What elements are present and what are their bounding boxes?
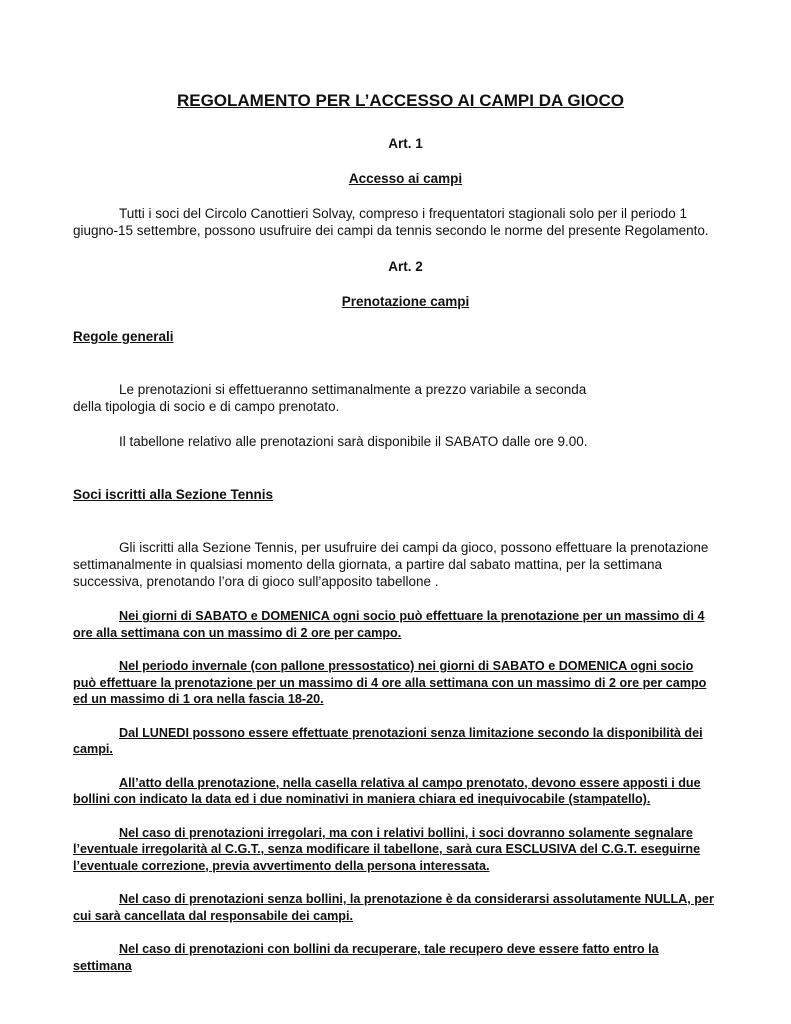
soci-tennis-intro: Gli iscritti alla Sezione Tennis, per usufruire dei campi da gioco, possono effettuare la prenotazione settimanalmente in qualsiasi momento della giornata, a partire dal sabato mattina, per la settimana successiva, prenotando l’ora di gioco sull’apposito tabellone .: [73, 540, 709, 589]
article-1-title: Accesso ai campi: [348, 171, 463, 186]
regole-generali-paragraph-2: Il tabellone relativo alle prenotazioni sarà disponibile il SABATO dalle ore 9.00.: [119, 434, 588, 449]
regole-generali-paragraph-1: Le prenotazioni si effettueranno settimanalmente a prezzo variabile a seconda della tipologia di socio e di campo prenotato.: [73, 382, 587, 414]
article-1-number: Art. 1: [388, 136, 423, 151]
section-heading-soci-tennis: Soci iscritti alla Sezione Tennis: [73, 487, 274, 502]
document-page: [73, 90, 718, 974]
article-2-title: Prenotazione campi: [341, 294, 470, 309]
article-2-number: Art. 2: [388, 259, 423, 274]
rule-paragraph: Nei giorni di SABATO e DOMENICA ogni socio può effettuare la prenotazione per un massimo di 4 ore alla settimana con un massimo di 2 ore per campo.: [73, 609, 705, 640]
rule-paragraph: All’atto della prenotazione, nella casella relativa al campo prenotato, devono essere apposti i due bollini con indicato la data ed i due nominativi in maniera chiara ed inequivocabile (stampatello).: [73, 775, 701, 806]
rule-paragraph: Nel caso di prenotazioni irregolari, ma con i relativi bollini, i soci dovranno solamente segnalare l’eventuale irregolarità al C.G.T., senza modificare il tabellone, sarà cura ESCLUSIVA del C.G.T. eseguirne l’eventuale correzione, previa avvertimento della persona interessata.: [73, 825, 701, 873]
rule-paragraph: Nel caso di prenotazioni senza bollini, la prenotazione è da considerarsi assolutamente NULLA, per cui sarà cancellata dal responsabile dei campi.: [73, 892, 714, 923]
section-heading-regole-generali: Regole generali: [73, 329, 174, 344]
rule-paragraph: Nel periodo invernale (con pallone pressostatico) nei giorni di SABATO e DOMENICA ogni socio può effettuare la prenotazione per un massimo di 4 ore alla settimana con un massimo di 2 ore per campo ed un massimo di 1 ora nella fascia 18-20.: [73, 659, 707, 706]
rule-paragraph: Nel caso di prenotazioni con bollini da recuperare, tale recupero deve essere fatto entro la settimana: [73, 942, 659, 973]
document-title: REGOLAMENTO PER L’ACCESSO AI CAMPI DA GIOCO: [176, 91, 625, 110]
rule-paragraph: Dal LUNEDI possono essere effettuate prenotazioni senza limitazione secondo la disponibilità dei campi.: [73, 725, 703, 756]
article-1-text: Tutti i soci del Circolo Canottieri Solvay, compreso i frequentatori stagionali solo per il periodo 1 giugno-15 settembre, possono usufruire dei campi da tennis secondo le norme del presente Regolamento.: [73, 206, 709, 238]
